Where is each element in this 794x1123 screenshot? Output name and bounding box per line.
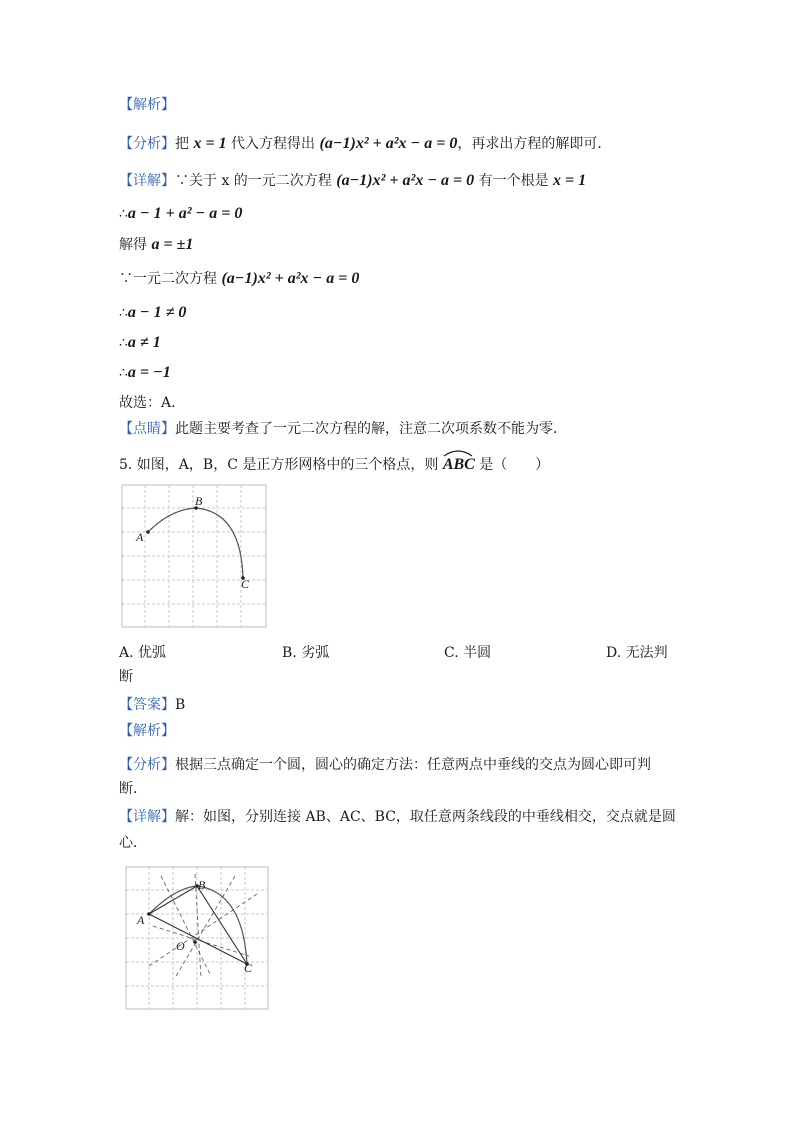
dianjing-line [119, 420, 567, 438]
detail2-line-2: 心． [119, 835, 147, 851]
detail-math-2: x = 1 [553, 172, 587, 189]
detail-text-2: 有一个根是 [474, 173, 554, 189]
arc-mark-icon [443, 449, 473, 457]
analysis2-text: 根据三点确定一个圆，圆心的确定方法：任意两点中垂线的交点为圆心即可判 [175, 757, 651, 773]
step-1-math: a − 1 + a² − a = 0 [127, 205, 243, 222]
step-3 [119, 270, 359, 288]
detail-tag: 【详解】 [119, 173, 175, 189]
detail-line-1 [119, 172, 586, 190]
solution-figure [125, 866, 269, 1010]
label-a: A [136, 530, 144, 544]
step-2 [119, 236, 193, 254]
analysis-text-2: 代入方程得出 [226, 136, 320, 152]
step-2-math: a = ±1 [151, 236, 194, 253]
option-d[interactable]: D. 无法判 [606, 645, 668, 661]
answer-line [119, 696, 185, 714]
label-c: C [241, 577, 250, 591]
analysis-math-2: (a−1)x² + a²x − a = 0 [319, 135, 458, 152]
choose-line: 故选：A． [119, 395, 186, 411]
label-b: B [195, 494, 203, 508]
question-text-2: 是（ ） [474, 457, 550, 473]
analysis-text-3: ，再求出方程的解即可． [457, 136, 612, 152]
step-6-math: a = −1 [127, 364, 171, 381]
arc-abc [148, 508, 243, 578]
step-1 [119, 205, 242, 223]
answer-tag: 【答案】 [119, 697, 175, 713]
label-c: C [244, 961, 253, 975]
option-d-continued: 断 [119, 669, 133, 685]
point-a [146, 530, 150, 534]
step-4-math: a − 1 ≠ 0 [127, 304, 187, 321]
jiexi-heading-2: 【解析】 [119, 723, 175, 739]
dianjing-tag: 【点睛】 [119, 421, 175, 437]
therefore-symbol: ∴ [119, 305, 128, 321]
question-text: 5. 如图，A，B，C 是正方形网格中的三个格点，则 [119, 457, 443, 473]
dianjing-text: 此题主要考查了一元二次方程的解，注意二次项系数不能为零． [175, 421, 567, 437]
arc-notation [443, 456, 475, 474]
therefore-symbol: ∴ [119, 365, 128, 381]
answer-value: B [175, 697, 186, 713]
detail2-line-1 [119, 808, 676, 826]
step-6 [119, 364, 171, 382]
analysis-line-1 [119, 135, 611, 153]
analysis2-line-1 [119, 756, 651, 774]
detail2-text: 解：如图，分别连接 AB、AC、BC，取任意两条线段的中垂线相交，交点就是圆 [175, 809, 676, 825]
detail2-tag: 【详解】 [119, 809, 175, 825]
arc-figure [121, 484, 267, 628]
label-a: A [137, 913, 145, 927]
label-b: B [198, 878, 206, 892]
question-5 [119, 456, 549, 474]
point-a [147, 912, 151, 916]
analysis-math-1: x = 1 [193, 135, 227, 152]
label-o: O [176, 939, 185, 953]
step-3-math: (a−1)x² + a²x − a = 0 [221, 270, 360, 287]
point-o [193, 940, 197, 944]
therefore-symbol: ∴ [119, 335, 128, 351]
option-c[interactable]: C. 半圆 [444, 645, 492, 661]
detail-text-1: ∵关于 x 的一元二次方程 [175, 173, 337, 189]
option-b[interactable]: B. 劣弧 [282, 645, 330, 661]
therefore-symbol: ∴ [119, 206, 128, 222]
option-a[interactable]: A. 优弧 [119, 645, 167, 661]
analysis-tag: 【分析】 [119, 136, 175, 152]
analysis2-line-2: 断． [119, 781, 147, 797]
jiexi-heading-1: 【解析】 [119, 97, 175, 113]
step-2-text: 解得 [119, 237, 152, 253]
step-5 [119, 334, 161, 352]
analysis-text-1: 把 [175, 136, 194, 152]
step-4 [119, 304, 186, 322]
arc-label: ABC [442, 456, 475, 473]
analysis2-tag: 【分析】 [119, 757, 175, 773]
step-3-text: ∵一元二次方程 [119, 271, 222, 287]
step-5-math: a ≠ 1 [127, 334, 161, 351]
detail-math-1: (a−1)x² + a²x − a = 0 [336, 172, 475, 189]
